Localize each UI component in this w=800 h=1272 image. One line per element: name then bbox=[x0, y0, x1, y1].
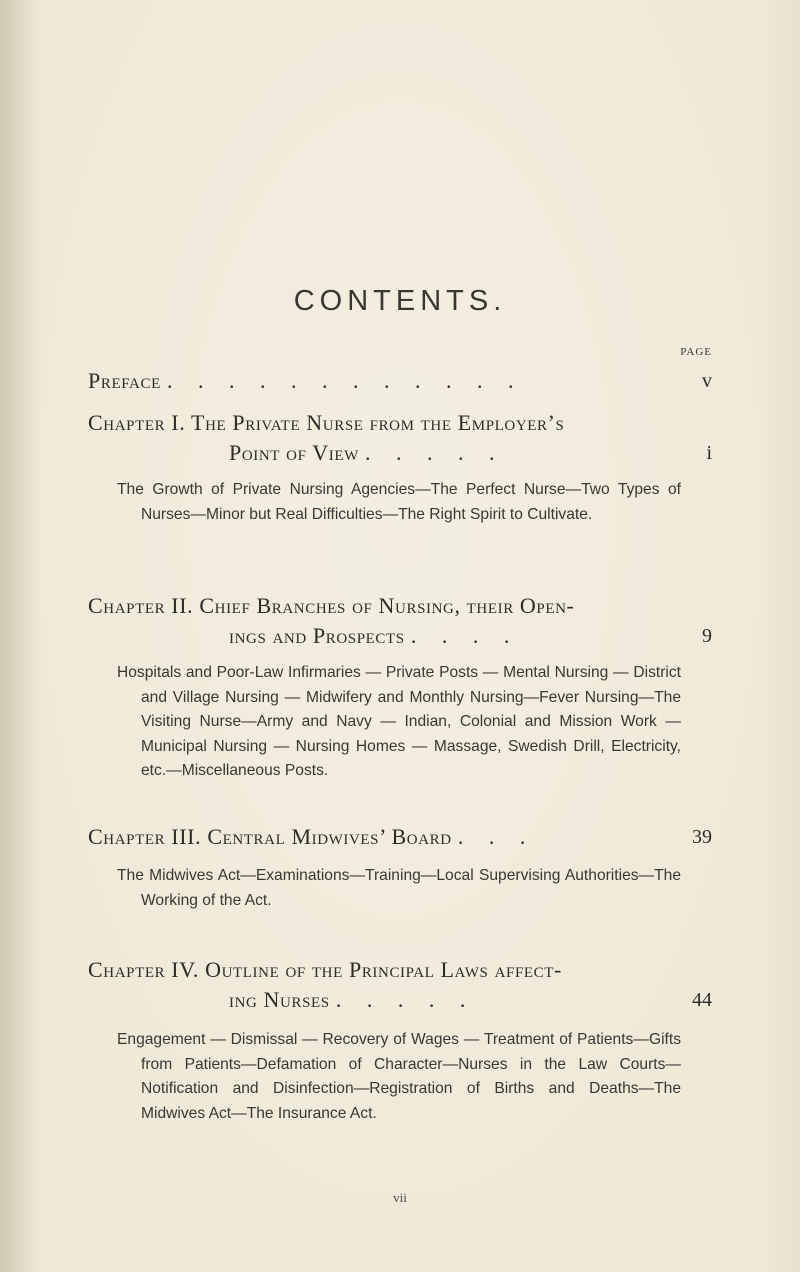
entry-title: The Private Nurse from the Employer’s bbox=[191, 410, 565, 435]
entry-title: Outline of the Principal Laws affect- bbox=[205, 957, 562, 982]
chapter-summary: Engagement — Dismissal — Recovery of Wages — Treatment of Patients—Gifts from Patients—Defamation of Character—Nurses in the Law Courts—Notification and Disinfection—Registration of Births and Deaths—The Midwives Act—The Insurance Act. bbox=[117, 1031, 681, 1122]
folio-number: vii bbox=[393, 1190, 407, 1205]
page-number: 9 bbox=[702, 625, 712, 647]
chapter-label: Chapter I. bbox=[88, 410, 186, 435]
page-number: 44 bbox=[692, 989, 712, 1011]
contents-heading: CONTENTS. bbox=[293, 285, 507, 317]
entry-title-cont: ing Nurses bbox=[229, 987, 330, 1012]
toc-entry-chapter-4 bbox=[88, 955, 655, 1015]
leader-dots: . . . . . bbox=[335, 987, 476, 1012]
leader-dots: . . . . . bbox=[364, 440, 505, 465]
page-column-label: PAGE bbox=[680, 346, 712, 358]
chapter-label: Chapter II. bbox=[88, 593, 194, 618]
entry-title-cont: ings and Prospects bbox=[229, 623, 405, 648]
leader-dots: . . . . bbox=[410, 623, 520, 648]
page-spine-shadow bbox=[0, 0, 38, 1272]
page-number: v bbox=[702, 370, 712, 392]
toc-entry-chapter-1 bbox=[88, 408, 655, 468]
entry-title-cont: Point of View bbox=[229, 440, 359, 465]
leader-dots: . . . bbox=[457, 824, 536, 849]
chapter-label: Chapter III. bbox=[88, 824, 202, 849]
entry-title: Preface bbox=[88, 368, 161, 393]
chapter-summary: The Midwives Act—Examinations—Training—Local Supervising Authorities—The Working of the Act. bbox=[117, 867, 681, 909]
toc-entry-preface bbox=[88, 366, 655, 396]
chapter-label: Chapter IV. bbox=[88, 957, 199, 982]
page-number: 39 bbox=[692, 826, 712, 848]
chapter-summary: Hospitals and Poor-Law Infirmaries — Private Posts — Mental Nursing — District and Village Nursing — Midwifery and Monthly Nursing—Fever Nursing—The Visiting Nurse—Army and Navy — Indian, Colonial and Mission Work — Municipal Nursing — Nursing Homes — Massage, Swedish Drill, Electricity, etc.—Miscellaneous Posts. bbox=[117, 664, 681, 779]
entry-title: Chief Branches of Nursing, their Open- bbox=[199, 593, 575, 618]
chapter-summary: The Growth of Private Nursing Agencies—The Perfect Nurse—Two Types of Nurses—Minor but Real Difficulties—The Right Spirit to Cultivate. bbox=[117, 481, 681, 523]
page-number: i bbox=[706, 442, 712, 464]
toc-entry-chapter-3 bbox=[88, 822, 655, 852]
entry-title: Central Midwives’ Board bbox=[207, 824, 452, 849]
leader-dots: . . . . . . . . . . . . bbox=[166, 368, 524, 393]
toc-entry-chapter-2 bbox=[88, 591, 655, 651]
